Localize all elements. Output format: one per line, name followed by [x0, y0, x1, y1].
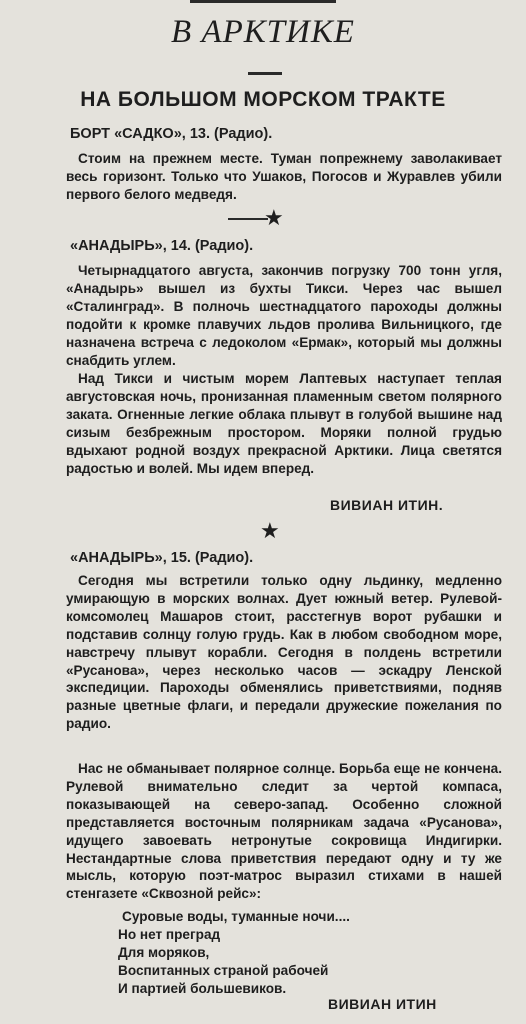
report3-paragraph-2: Нас не обманывает полярное солнце. Борьба еще не кончена. Рулевой внимательно следит за чертой компаса, показывающей на северо-запад. Особенно сложной представляется восточным полярникам задача «Русанова», идущего завоевать нетронутые сокровища Индигирки. Нестандартные слова приветствия передают одну и ту же мысль, которую поэт-матрос выразил стихами в нашей стенгазете «Сквозной рейс»: — [66, 761, 502, 902]
report3-paragraph-1: Сегодня мы встретили только одну льдинку, медленно умирающую в морских волнах. Дует южный ветер. Рулевой-комсомолец Машаров стоит, расстегнув ворот рубашки и подставив солнцу голую грудь. Как в любом свободном море, навстречу плывут корабли. Сегодня в полдень встретили «Русанова», через несколько часов — эскадру Ленской экспедиции. Пароходы обменялись приветствиями, подняв разные цветные флаги, и передали дружеские пожелания по радио. — [66, 573, 502, 732]
star-separator-1: ★ — [264, 206, 284, 231]
title-divider — [248, 72, 282, 75]
poem-line: И партией большевиков. — [118, 980, 287, 996]
poem-line: Но нет преград — [118, 926, 221, 942]
headline: НА БОЛЬШОМ МОРСКОМ ТРАКТЕ — [80, 88, 446, 111]
report2-paragraph-1: Четырнадцатого августа, закончив погрузку 700 тонн угля, «Анадырь» вышел из бухты Тикси. Через час вышел «Сталинград». В полночь шестнадцатого пароходы должны подойти к кромке плавучих льдов пролива Вильницкого, где назначена встреча с ледоколом «Ермак», который мы должны снабдить углем. — [66, 263, 502, 368]
poem-line: Воспитанных страной рабочей — [118, 962, 329, 978]
report3-signature: ВИВИАН ИТИН — [328, 996, 437, 1012]
poem — [118, 908, 438, 998]
report2-dateline: «АНАДЫРЬ», 14. (Радио). — [70, 238, 254, 254]
report1-dateline: БОРТ «САДКО», 13. (Радио). — [70, 126, 273, 142]
top-divider — [190, 0, 336, 3]
star-separator-2: ★ — [260, 519, 280, 544]
report1-divider — [228, 218, 268, 220]
report1-text: Стоим на прежнем месте. Туман попрежнему заволакивает весь горизонт. Только что Ушаков, Погосов и Журавлев убили первого белого медведя. — [66, 151, 502, 202]
report2-signature: ВИВИАН ИТИН. — [330, 497, 444, 513]
section-title: В АРКТИКЕ — [171, 14, 355, 50]
report3-dateline: «АНАДЫРЬ», 15. (Радио). — [70, 550, 254, 566]
report2-paragraph-2: Над Тикси и чистым морем Лаптевых наступает теплая августовская ночь, пронизанная пламенным светом полярного заката. Огненные легкие облака плывут в голубой вышине над сизым безбрежным простором. Моряки полной грудью вдыхают родной воздух прекрасной Арктики. Лица светятся радостью и волей. Мы идем вперед. — [66, 371, 502, 476]
poem-line: Суровые воды, туманные ночи.... — [122, 909, 350, 924]
poem-line: Для моряков, — [118, 944, 210, 960]
